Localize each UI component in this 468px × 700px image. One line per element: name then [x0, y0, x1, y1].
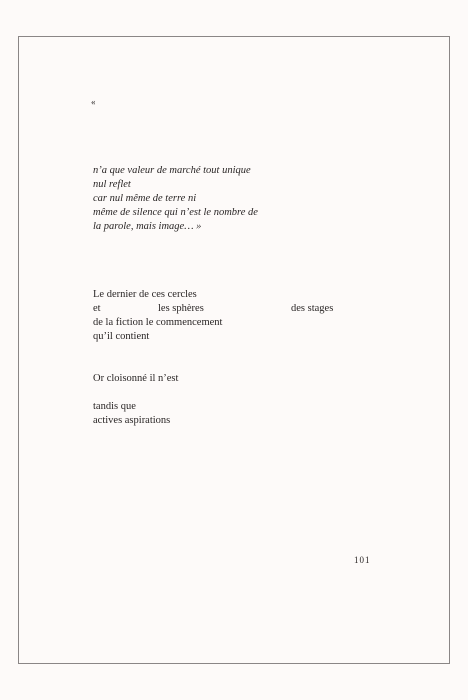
italic-line: nul reflet — [93, 179, 131, 190]
opening-quote-mark: « — [91, 97, 96, 107]
poem-stanza-2 — [93, 372, 178, 428]
poem-line-spaced — [93, 302, 334, 316]
blank-line — [93, 386, 178, 400]
poem-word: et — [93, 303, 101, 314]
poem-line: actives aspirations — [93, 415, 171, 426]
page-number: 101 — [354, 555, 371, 565]
poem-word: des stages — [291, 303, 334, 314]
poem-word: les sphères — [158, 303, 204, 314]
poem-stanza-1 — [93, 288, 334, 344]
poem-line: Le dernier de ces cercles — [93, 289, 197, 300]
italic-line: n’a que valeur de marché tout unique — [93, 165, 251, 176]
italic-quotation — [93, 164, 258, 234]
poem-line: tandis que — [93, 401, 136, 412]
page-frame — [18, 36, 450, 664]
italic-line: car nul même de terre ni — [93, 193, 197, 204]
poem-line: Or cloisonné il n’est — [93, 373, 179, 384]
italic-line: même de silence qui n’est le nombre de — [93, 207, 258, 218]
italic-line: la parole, mais image… » — [93, 221, 202, 232]
poem-line: de la fiction le commencement — [93, 317, 223, 328]
poem-line: qu’il contient — [93, 331, 150, 342]
